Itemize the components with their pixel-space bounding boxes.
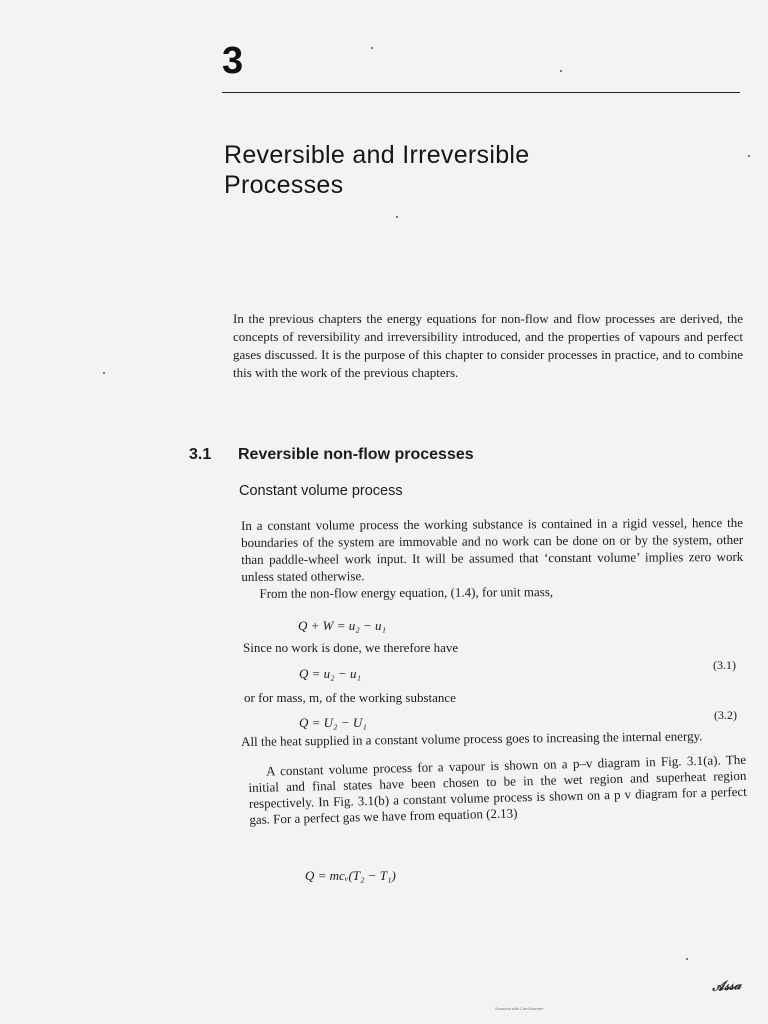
scan-speck [396, 216, 398, 218]
subsection-title: Constant volume process [239, 483, 403, 499]
chapter-number: 3 [222, 40, 244, 82]
scan-speck [686, 958, 688, 960]
scan-speck [371, 47, 373, 49]
paragraph-text-continued: From the non-flow energy equation, (1.4), for unit mass, [259, 584, 554, 601]
equation-perfect-gas: Q = mcᵥ(T₂ − T₁) [305, 868, 396, 883]
equation-number-3-2: (3.2) [714, 708, 737, 722]
equation-number-3-1: (3.1) [713, 658, 736, 672]
signature-mark: 𝒜𝓈𝓈𝒶 [711, 977, 742, 994]
equation-energy: Q + W = u₂ − u₁ [298, 618, 387, 633]
paragraph-text: In a constant volume process the working substance is contained in a rigid vessel, hence the boundaries of the system are immovable and no work can be done on or by the system, other than paddle-wheel work input. It will be assumed that ‘constant volume’ implies zero work unless stated otherwise. [241, 514, 744, 584]
equation-3-1: Q = u₂ − u₁ [299, 666, 361, 681]
text-line-no-work: Since no work is done, we therefore have [243, 640, 459, 655]
text-line-mass: or for mass, m, of the working substance [244, 690, 456, 705]
chapter-title-line-2: Processes [224, 171, 344, 199]
paragraph-constant-volume [241, 514, 744, 602]
chapter-title [224, 140, 694, 200]
scan-speck [748, 155, 750, 157]
paragraph-internal-energy: All the heat supplied in a constant volume process goes to increasing the internal energy. [241, 728, 703, 749]
section-title: Reversible non-flow processes [238, 446, 474, 463]
scanner-caption: Scanned with CamScanner [495, 1006, 544, 1011]
paragraph-vapour-diagram: A constant volume process for a vapour is shown on a p–v diagram in Fig. 3.1(a). The initial and final states have been chosen to be in the wet region and superheat region respectively. In Fig. 3.1(b) a constant volume process is shown on a p v diagram for a perfect gas. For a perfect gas we have from equation (2.13) [248, 751, 747, 827]
section-number: 3.1 [189, 446, 212, 463]
intro-paragraph: In the previous chapters the energy equations for non-flow and flow processes are derived, the concepts of reversibility and irreversibility introduced, and the properties of vapours and perfect gases discussed. It is the purpose of this chapter to consider processes in practice, and to combine this with the work of the previous chapters. [233, 311, 743, 380]
scan-speck [103, 372, 105, 374]
chapter-title-line-1: Reversible and Irreversible [224, 141, 530, 169]
equation-3-2: Q = U₂ − U₁ [299, 715, 367, 730]
chapter-rule [222, 92, 740, 93]
scan-speck [560, 70, 562, 72]
